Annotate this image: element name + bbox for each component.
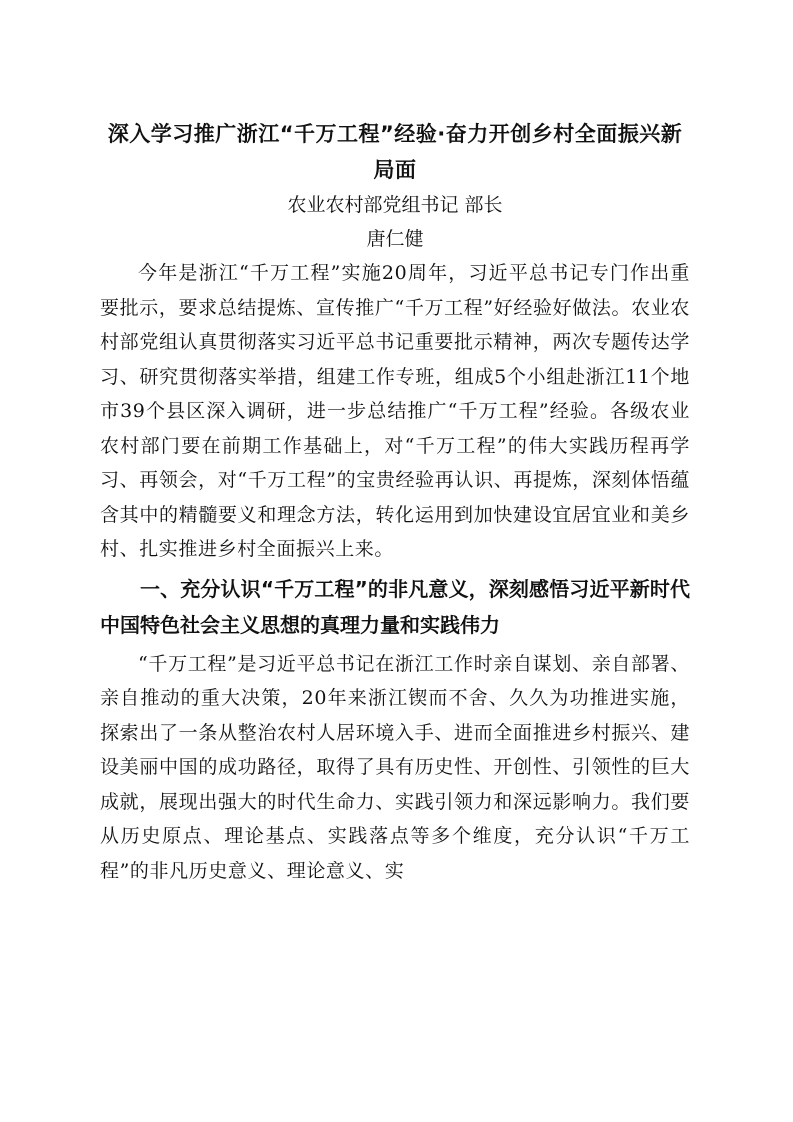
author-position: 农业农村部党组书记 部长 (287, 194, 503, 216)
author-name: 唐仁健 (366, 228, 424, 250)
section-heading-1: 一、充分认识“千万工程”的非凡意义，深刻感悟习近平新时代中国特色社会主义思想的真理力量和实践伟力 (100, 576, 690, 637)
document-title (100, 116, 690, 188)
intro-paragraph: 今年是浙江“千万工程”实施20周年，习近平总书记专门作出重要批示，要求总结提炼、宣传推广“千万工程”好经验好做法。农业农村部党组认真贯彻落实习近平总书记重要批示精神，两次专题传达学习、研究贯彻落实举措，组建工作专班，组成5个小组赴浙江11个地市39个县区深入调研，进一步总结推广“千万工程”经验。各级农业农村部门要在前期工作基础上，对“千万工程”的伟大实践历程再学习、再领会，对“千万工程”的宝贵经验再认识、再提炼，深刻体悟蕴含其中的精髓要义和理念方法，转化运用到加快建设宜居宜业和美乡村、扎实推进乡村全面振兴上来。 (100, 262, 690, 560)
section-1-paragraph: “千万工程”是习近平总书记在浙江工作时亲自谋划、亲自部署、亲自推动的重大决策，20年来浙江锲而不舍、久久为功推进实施，探索出了一条从整治农村人居环境入手、进而全面推进乡村振兴、建设美丽中国的成功路径，取得了具有历史性、开创性、引领性的巨大成就，展现出强大的时代生命力、实践引领力和深远影响力。我们要从历史原点、理论基点、实践落点等多个维度，充分认识“千万工程”的非凡历史意义、理论意义、实 (100, 652, 690, 882)
title-line-2: 局面 (373, 158, 417, 182)
document-body (100, 116, 690, 888)
title-line-1: 深入学习推广浙江“千万工程”经验·奋力开创乡村全面振兴新 (107, 122, 683, 146)
